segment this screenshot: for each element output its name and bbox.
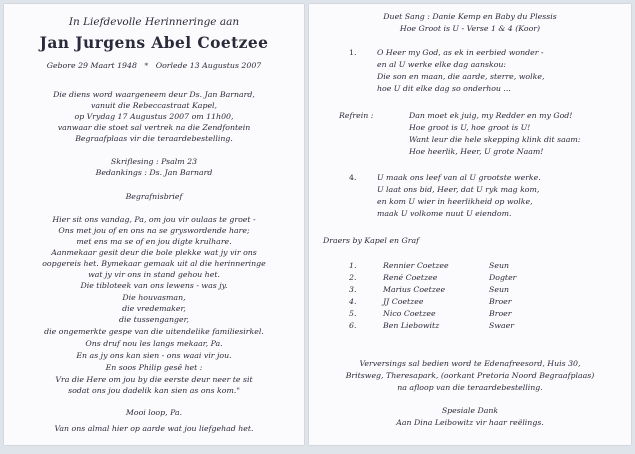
scripture-reading: Skriflesing : Psalm 23 <box>110 157 198 166</box>
pallbearer-relation: Seun <box>489 261 509 270</box>
verse-number: 4. <box>349 173 357 182</box>
dates-separator: * <box>144 61 149 70</box>
thanks-line: Bedankings : Ds. Jan Barnard <box>95 168 213 177</box>
eulogy-line: Vra die Here om jou by die eerste deur neer te sit <box>55 375 253 384</box>
refrein-line: Hoe heerlik, Heer, U grote Naam! <box>409 147 544 156</box>
pallbearer-number: 5. <box>349 309 357 318</box>
pallbearer-name: Marius Coetzee <box>383 285 446 294</box>
refrein-line: Hoe groot is U, hoe groot is U! <box>409 123 531 132</box>
verse-line: U maak ons leef van al U grootste werke. <box>377 173 541 182</box>
pallbearer-name: JJ Coetzee <box>383 297 424 306</box>
pallbearer-number: 1. <box>349 261 357 270</box>
eulogy-line: die tussenganger, <box>119 315 189 324</box>
left-page <box>4 4 304 445</box>
verse-line: maak U volkome nuut U eiendom. <box>377 209 512 218</box>
pallbearer-relation: Broer <box>489 309 512 318</box>
duet-line: Duet Sang : Danie Kemp en Baby du Plessis <box>383 12 557 21</box>
pallbearer-number: 3. <box>349 285 357 294</box>
verse-line: en kom U wier in heerlikheid op wolke, <box>377 197 533 206</box>
verse-line: U laat ons bid, Heer, dat U ryk mag kom, <box>377 185 540 194</box>
eulogy-line: die vredemaker, <box>122 304 186 313</box>
pallbearer-relation: Dogter <box>489 273 517 282</box>
eulogy-title: Begrafnisbrief <box>125 192 183 201</box>
deceased-name: Jan Jurgens Abel Coetzee <box>39 33 269 52</box>
hymn-line: Hoe Groot is U - Verse 1 & 4 (Koor) <box>399 24 541 33</box>
eulogy-line: Aanmekaar gesit deur die bole plekke wat jy vir ons <box>51 248 257 257</box>
eulogy-line: oopgereis het. Bymekaar gemaak uit al die herinneringe <box>42 259 266 268</box>
verse-line: Die son en maan, die aarde, sterre, wolke, <box>377 72 545 81</box>
pallbearer-name: Nico Coetzee <box>383 309 436 318</box>
eulogy-line: Hier sit ons vandag, Pa, om jou vir oulaas te groet - <box>52 215 256 224</box>
special-thanks-text: Aan Dina Leibowitz vir haar reëlings. <box>396 418 544 427</box>
service-line: vanwaar die stoet sal vertrek na die Zendfontein <box>57 123 251 132</box>
pallbearer-name: René Coetzee <box>383 273 438 282</box>
verse-line: O Heer my God, as ek in eerbied wonder - <box>377 48 544 57</box>
pallbearer-relation: Seun <box>489 285 509 294</box>
eulogy-line: Die tibloteek van ons lewens - was jy. <box>80 281 228 290</box>
pallbearers-title: Draers by Kapel en Graf <box>323 236 419 245</box>
eulogy-line: sodat ons jou dadelik kan sien as ons kom." <box>68 386 240 395</box>
verse-number: 1. <box>349 48 357 57</box>
eulogy-line: Ons druf nou les langs mekaar, Pa. <box>85 339 223 348</box>
death-date: Oorlede 13 Augustus 2007 <box>155 61 262 70</box>
service-line: Die diens word waargeneem deur Ds. Jan Barnard, <box>53 90 255 99</box>
service-line: vanuit die Rebeccastraat Kapel, <box>90 101 218 110</box>
verse-line: hoe U dit elke dag so onderhou ... <box>377 84 511 93</box>
pallbearer-name: Ben Liebowitz <box>383 321 440 330</box>
eulogy-line: Mooi loop, Pa. <box>125 408 183 417</box>
right-page <box>309 4 631 445</box>
eulogy-line: Van ons almal hier op aarde wat jou liefgehad het. <box>54 424 254 433</box>
eulogy-line: die ongemerkte gespe van die uitendelike familiesirkel. <box>44 327 264 336</box>
eulogy-line: Ons met jou of en ons na se gryswordende hare; <box>58 226 250 235</box>
refrein-line: Want leur die hele skepping klink dit saam: <box>409 135 581 144</box>
refreshments-line: na afloop van die teraardebestelling. <box>397 383 543 392</box>
service-line: Begraafplaas vir die teraardebestelling. <box>75 134 233 143</box>
refrein-line: Dan moet ek juig, my Redder en my God! <box>409 111 573 120</box>
eulogy-line: Die houvasman, <box>122 293 186 302</box>
pallbearer-name: Rennier Coetzee <box>383 261 449 270</box>
pallbearer-number: 6. <box>349 321 357 330</box>
pallbearer-number: 4. <box>349 297 357 306</box>
verse-line: en al U werke elke dag aanskou: <box>377 60 507 69</box>
eulogy-line: En soos Philip gesê het : <box>105 363 203 372</box>
birth-date: Gebore 29 Maart 1948 <box>46 61 137 70</box>
refrein-label: Refrein : <box>339 111 374 120</box>
memorial-heading: In Liefdevolle Herinneringe aan <box>68 16 240 28</box>
pallbearer-number: 2. <box>349 273 357 282</box>
refreshments-line: Britsweg, Theresapark, (oorkant Pretoria Noord Begraafplaas) <box>345 371 595 380</box>
pallbearer-relation: Swaer <box>489 321 515 330</box>
special-thanks-title: Spesiale Dank <box>441 406 499 415</box>
refreshments-line: Verversings sal bedien word te Edenafreesord, Huis 30, <box>359 359 581 368</box>
dates-line <box>4 62 304 70</box>
service-line: op Vrydag 17 Augustus 2007 om 11h00, <box>74 112 234 121</box>
eulogy-line: wat jy vir ons in stand gehou het. <box>88 270 220 279</box>
eulogy-line: met ens ma se of en jou digte krulhare. <box>76 237 232 246</box>
eulogy-line: En as jy ons kan sien - ons waai vir jou. <box>76 351 232 360</box>
pallbearer-relation: Broer <box>489 297 512 306</box>
